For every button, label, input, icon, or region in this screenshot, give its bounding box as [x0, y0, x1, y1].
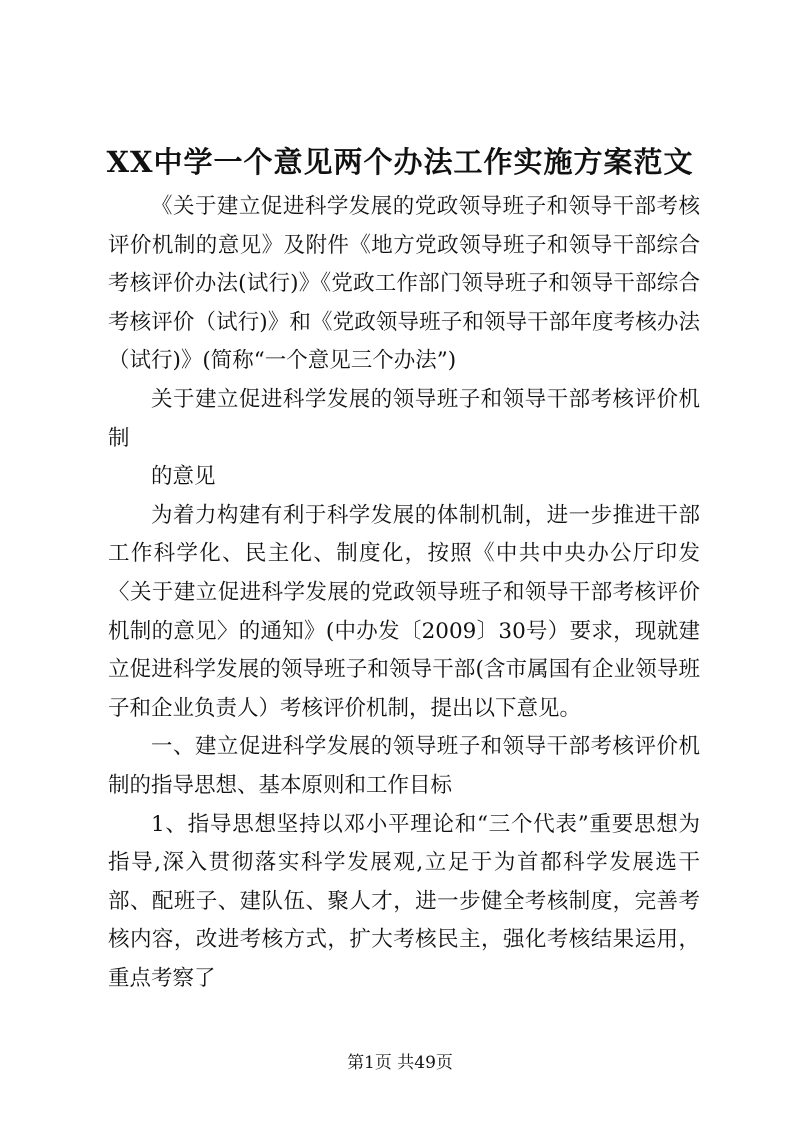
paragraph-intro: 《关于建立促进科学发展的党政领导班子和领导干部考核评价机制的意见》及附件《地方党政领导班子和领导干部综合考核评价办法(试行)》《党政工作部门领导班子和领导干部综合考核评价（试行)》和《党政领导班子和领导干部年度考核办法（试行)》(简称“一个意见三个办法”) [108, 194, 700, 374]
page-number: 第1页 共49页 [347, 1053, 453, 1073]
paragraph-section-one: 一、建立促进科学发展的领导班子和领导干部考核评价机制的指导思想、基本原则和工作目标 [108, 734, 700, 798]
document-body [108, 188, 700, 998]
paragraph-guiding-thought: 1、指导思想坚持以邓小平理论和“三个代表”重要思想为指导,深入贯彻落实科学发展观,立足于为首都科学发展选干部、配班子、建队伍、聚人才，进一步健全考核制度，完善考核内容，改进考核方式，扩大考核民主，强化考核结果运用，重点考察了 [108, 811, 700, 991]
paragraph-heading-suffix: 的意见 [151, 464, 216, 490]
paragraph-heading-line: 关于建立促进科学发展的领导班子和领导干部考核评价机制 [108, 386, 700, 451]
document-title: XX中学一个意见两个办法工作实施方案范文 [106, 145, 694, 179]
paragraph-purpose: 为着力构建有利于科学发展的体制机制，进一步推进干部工作科学化、民主化、制度化，按照《中共中央办公厅印发〈关于建立促进科学发展的党政领导班子和领导干部考核评价机制的意见〉的通知》(中办发〔2009〕30号）要求，现就建立促进科学发展的领导班子和领导干部(含市属国有企业领导班子和企业负责人）考核评价机制，提出以下意见。 [108, 502, 700, 721]
